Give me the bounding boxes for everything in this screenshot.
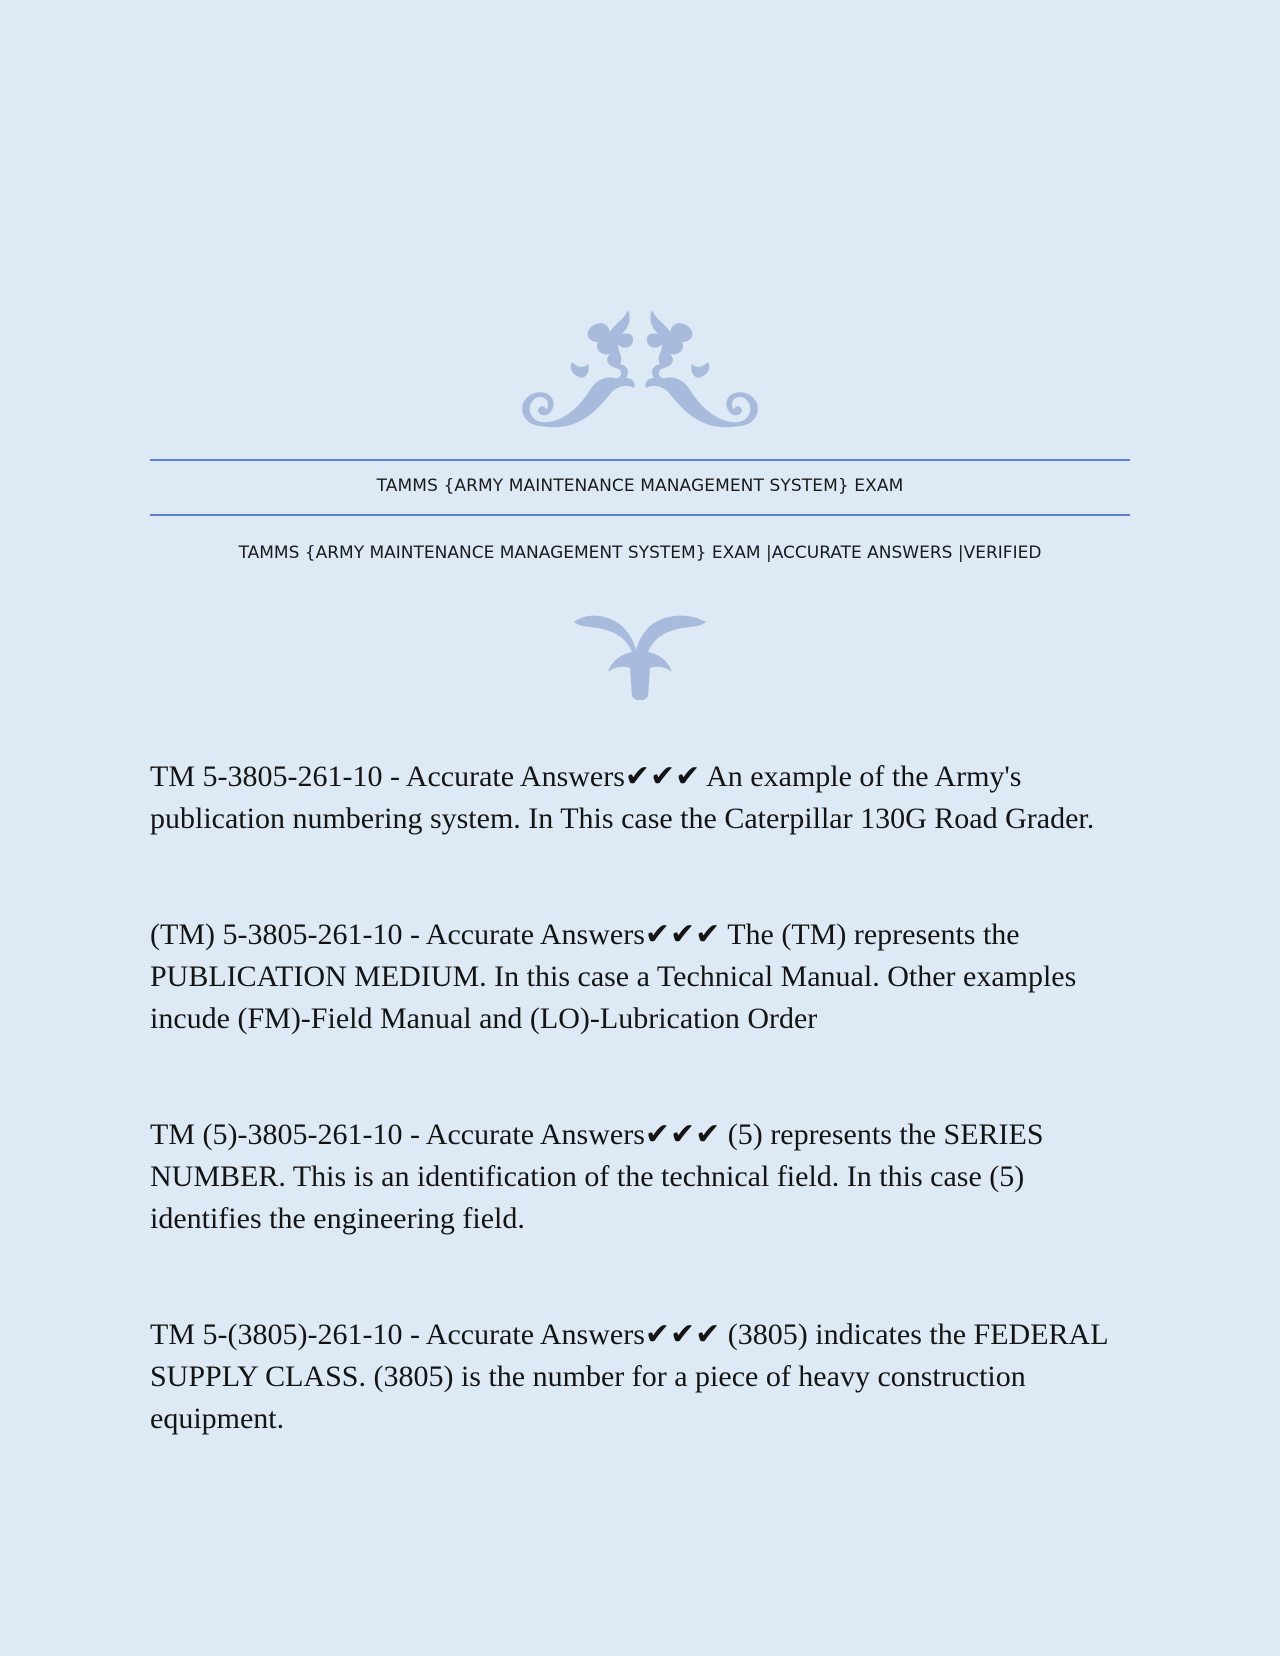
qa-entry: (TM) 5-3805-261-10 - Accurate Answers✔✔✔ The (TM) represents the PUBLICATION MEDIUM. In this case a Technical Manual. Other examples incude (FM)-Field Manual and (LO)-Lubrication Order [150, 918, 1077, 1035]
header-bottom-rule [150, 514, 1130, 516]
floral-scroll-icon [518, 306, 762, 438]
qa-list [150, 756, 1140, 1440]
qa-entry: TM 5-(3805)-261-10 - Accurate Answers✔✔✔ (3805) indicates the FEDERAL SUPPLY CLASS. (3805) is the number for a piece of heavy construction equipment. [150, 1318, 1108, 1435]
page-subtitle: TAMMS {ARMY MAINTENANCE MANAGEMENT SYSTEM} EXAM |ACCURATE ANSWERS |VERIFIED [238, 543, 1042, 563]
qa-entry: TM 5-3805-261-10 - Accurate Answers✔✔✔ An example of the Army's publication numbering system. In This case the Caterpillar 130G Road Grader. [150, 760, 1095, 835]
qa-entry: TM (5)-3805-261-10 - Accurate Answers✔✔✔ (5) represents the SERIES NUMBER. This is an identification of the technical field. In this case (5) identifies the engineering field. [150, 1118, 1044, 1235]
page-title: TAMMS {ARMY MAINTENANCE MANAGEMENT SYSTEM} EXAM [376, 476, 904, 496]
fleuron-icon [572, 612, 708, 700]
header-top-rule [150, 459, 1130, 461]
